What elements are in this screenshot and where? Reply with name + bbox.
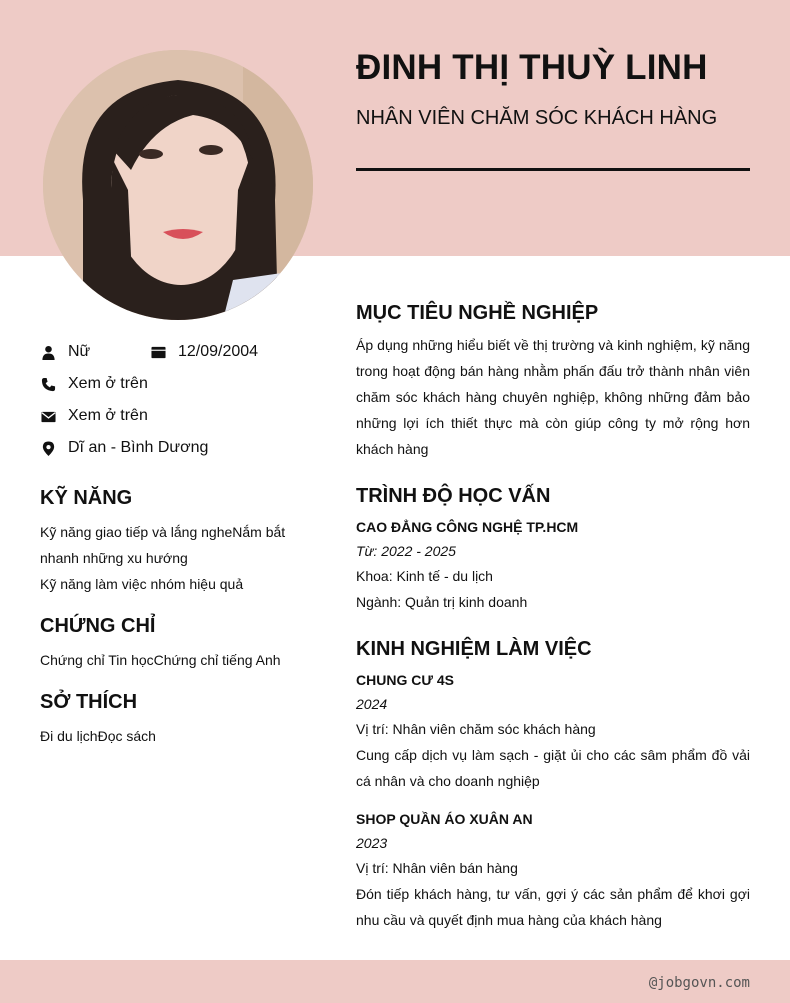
gender-row bbox=[40, 343, 90, 361]
gender-value: Nữ bbox=[68, 343, 91, 360]
candidate-name: ĐINH THỊ THUỲ LINH bbox=[356, 48, 708, 87]
education-faculty: Khoa: Kinh tế - du lịch bbox=[356, 568, 493, 584]
birthday-row bbox=[150, 343, 258, 361]
objective-heading: MỤC TIÊU NGHỀ NGHIỆP bbox=[356, 302, 599, 324]
profile-photo bbox=[43, 50, 313, 320]
mail-icon bbox=[40, 408, 56, 424]
education-heading: TRÌNH ĐỘ HỌC VẤN bbox=[356, 485, 551, 507]
job-description: Đón tiếp khách hàng, tư vấn, gợi ý các sản phẩm để khơi gợi nhu cầu và quyết định mua hàng của khách hàng bbox=[356, 886, 750, 928]
school-name: CAO ĐẲNG CÔNG NGHỆ TP.HCM bbox=[356, 519, 579, 535]
certificates-heading: CHỨNG CHỈ bbox=[40, 615, 156, 637]
skill-line: nhanh những xu hướng bbox=[40, 550, 188, 566]
calendar-icon bbox=[150, 344, 166, 360]
job-title: NHÂN VIÊN CHĂM SÓC KHÁCH HÀNG bbox=[356, 107, 718, 129]
hobbies-text: Đi du lịchĐọc sách bbox=[40, 728, 156, 744]
certificates-text: Chứng chỉ Tin họcChứng chỉ tiếng Anh bbox=[40, 652, 281, 668]
education-period: Từ: 2022 - 2025 bbox=[356, 543, 456, 559]
job-year: 2023 bbox=[356, 835, 388, 851]
skill-line: Kỹ năng giao tiếp và lắng ngheNắm bắt bbox=[40, 524, 286, 540]
objective-text: Áp dụng những hiểu biết về thị trường và kinh nghiệm, kỹ năng trong hoạt động bán hàng nhằm phấn đấu trở thành nhân viên chăm sóc khách hàng chuyên nghiệp, không những đảm bảo những lợi ích thiết thực mà còn giúp công ty mở rộng hơn khách hàng bbox=[356, 337, 750, 457]
address-row bbox=[40, 439, 208, 457]
person-icon bbox=[40, 344, 56, 360]
address-value: Dĩ an - Bình Dương bbox=[68, 439, 209, 456]
job-description: Cung cấp dịch vụ làm sạch - giặt ủi cho các sâm phẩm đồ vải cá nhân và cho doanh nghiệp bbox=[356, 747, 750, 789]
job-position: Vị trí: Nhân viên bán hàng bbox=[356, 860, 518, 876]
email-row bbox=[40, 407, 148, 425]
phone-row bbox=[40, 375, 148, 393]
skills-heading: KỸ NĂNG bbox=[40, 487, 133, 509]
job-position: Vị trí: Nhân viên chăm sóc khách hàng bbox=[356, 721, 596, 737]
phone-value: Xem ở trên bbox=[68, 375, 148, 392]
skill-line: Kỹ năng làm việc nhóm hiệu quả bbox=[40, 576, 244, 592]
location-pin-icon bbox=[40, 440, 56, 456]
job-year: 2024 bbox=[356, 696, 388, 712]
birthday-value: 12/09/2004 bbox=[178, 343, 259, 360]
title-divider bbox=[356, 168, 750, 171]
experience-heading: KINH NGHIỆM LÀM VIỆC bbox=[356, 638, 592, 660]
phone-icon bbox=[40, 376, 56, 392]
watermark: @jobgovn.com bbox=[648, 975, 750, 991]
job-company: CHUNG CƯ 4S bbox=[356, 672, 454, 688]
education-major: Ngành: Quản trị kinh doanh bbox=[356, 594, 528, 610]
job-company: SHOP QUẦN ÁO XUÂN AN bbox=[356, 811, 533, 827]
skills-list bbox=[40, 519, 310, 597]
hobbies-heading: SỞ THÍCH bbox=[40, 691, 138, 713]
email-value: Xem ở trên bbox=[68, 407, 148, 424]
